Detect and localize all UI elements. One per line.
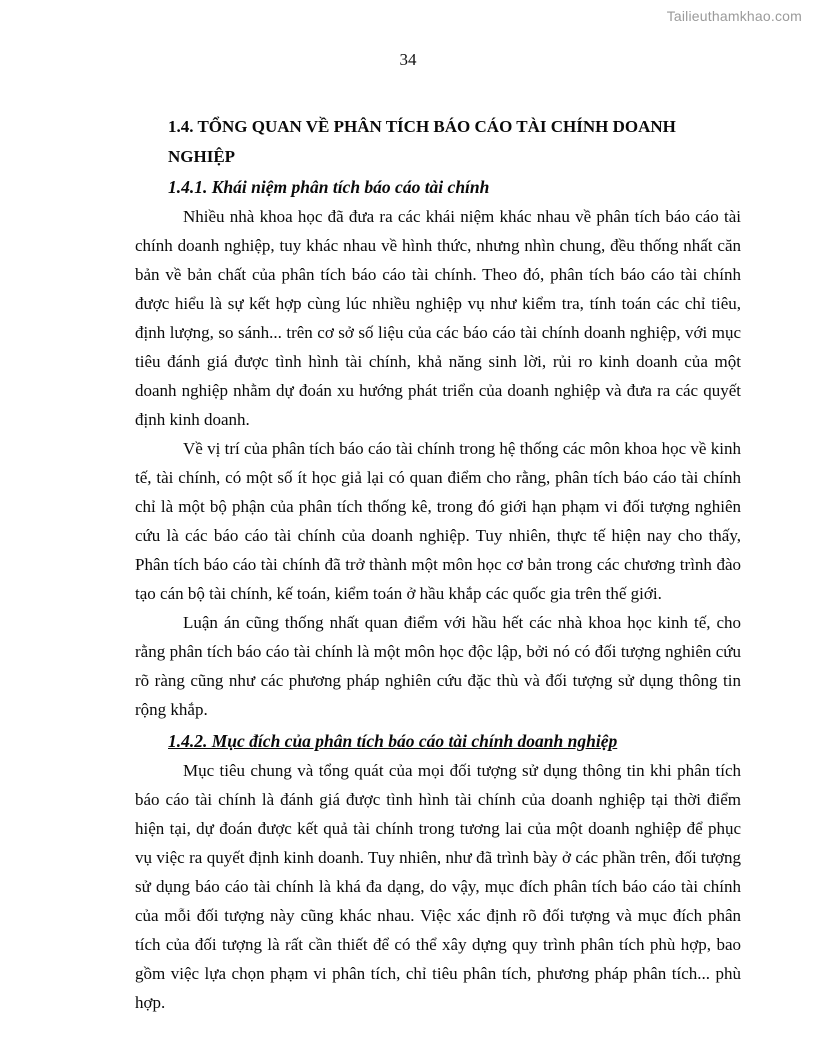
page-number: 34 [399, 50, 417, 69]
paragraph: Về vị trí của phân tích báo cáo tài chính trong hệ thống các môn khoa học về kinh tế, tài chính, có một số ít học giả lại có quan điểm cho rằng, phân tích báo cáo tài chính chỉ là một bộ phận của phân tích thống kê, trong đó giới hạn phạm vi đối tượng nghiên cứu là các báo cáo tài chính của doanh nghiệp. Tuy nhiên, thực tế hiện nay cho thấy, Phân tích báo cáo tài chính đã trở thành một môn học cơ bản trong các chương trình đào tạo cán bộ tài chính, kế toán, kiểm toán ở hầu khắp các quốc gia trên thế giới. [135, 439, 741, 603]
paragraph: Mục tiêu chung và tổng quát của mọi đối tượng sử dụng thông tin khi phân tích báo cáo tài chính là đánh giá được tình hình tài chính của doanh nghiệp tại thời điểm hiện tại, dự đoán được kết quả tài chính trong tương lai của một doanh nghiệp để phục vụ việc ra quyết định kinh doanh. Tuy nhiên, như đã trình bày ở các phần trên, đối tượng sử dụng báo cáo tài chính là khá đa dạng, do vậy, mục đích phân tích báo cáo tài chính của mỗi đối tượng này cũng khác nhau. Việc xác định rõ đối tượng và mục đích phân tích của đối tượng là rất cần thiết để có thể xây dựng quy trình phân tích phù hợp, bao gồm việc lựa chọn phạm vi phân tích, chỉ tiêu phân tích, phương pháp phân tích... phù hợp. [135, 761, 741, 1012]
paragraph: Luận án cũng thống nhất quan điểm với hầu hết các nhà khoa học kinh tế, cho rằng phân tích báo cáo tài chính là một môn học độc lập, bởi nó có đối tượng nghiên cứu rõ ràng cũng như các phương pháp nghiên cứu đặc thù và đối tượng sử dụng thông tin rộng khắp. [135, 613, 741, 719]
document-content [135, 112, 741, 1017]
section-heading-1-4: 1.4. TỔNG QUAN VỀ PHÂN TÍCH BÁO CÁO TÀI CHÍNH DOANH NGHIỆP [168, 117, 676, 166]
subsection-heading-1-4-2: 1.4.2. Mục đích của phân tích báo cáo tài chính doanh nghiệp [168, 731, 618, 751]
paragraph: Nhiều nhà khoa học đã đưa ra các khái niệm khác nhau về phân tích báo cáo tài chính doanh nghiệp, tuy khác nhau về hình thức, nhưng nhìn chung, đều thống nhất căn bản về bản chất của phân tích báo cáo tài chính. Theo đó, phân tích báo cáo tài chính được hiểu là sự kết hợp cùng lúc nhiều nghiệp vụ như kiểm tra, tính toán các chỉ tiêu, định lượng, so sánh... trên cơ sở số liệu của các báo cáo tài chính doanh nghiệp, với mục tiêu đánh giá được tình hình tài chính, khả năng sinh lời, rủi ro kinh doanh của một doanh nghiệp nhằm dự đoán xu hướng phát triển của doanh nghiệp và đưa ra các quyết định kinh doanh. [135, 207, 741, 429]
watermark-text: Tailieuthamkhao.com [666, 8, 802, 24]
subsection-heading-1-4-1: 1.4.1. Khái niệm phân tích báo cáo tài chính [168, 177, 490, 197]
